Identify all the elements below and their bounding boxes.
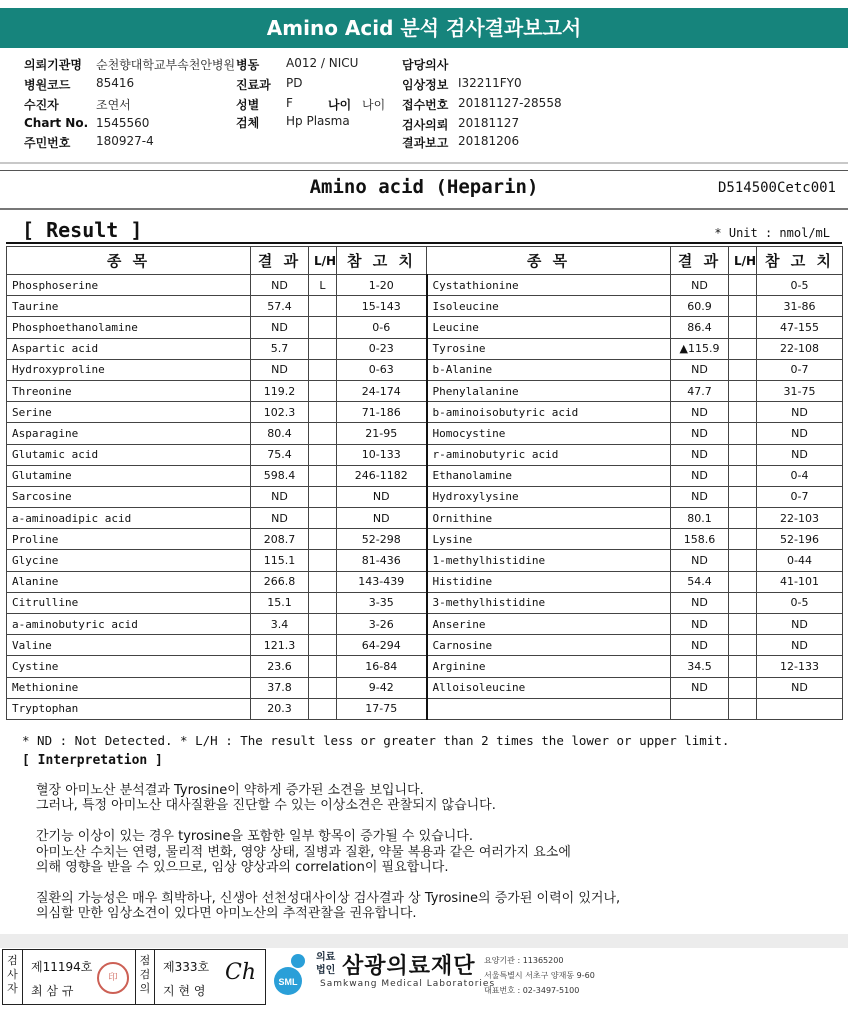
table-row	[7, 465, 843, 486]
cell-lh	[309, 359, 337, 380]
cell-result: 5.7	[251, 338, 309, 359]
col-item: 종 목	[7, 247, 251, 275]
cell-lh	[309, 423, 337, 444]
cell-name: b-Alanine	[427, 359, 671, 380]
checker-license: 제333호	[163, 960, 210, 974]
cell-result: ND	[671, 275, 729, 296]
result-table	[6, 246, 843, 720]
signature-mark: Ch	[225, 960, 257, 985]
cell-name: Phosphoserine	[7, 275, 251, 296]
cell-ref: 17-75	[337, 698, 427, 719]
lab-address	[484, 953, 595, 998]
interp-line: 혈장 아미노산 분석결과 Tyrosine이 약하게 증가된 소견을 보입니다.	[36, 783, 424, 798]
report-header-title: Amino Acid 분석 검사결과보고서	[266, 16, 582, 40]
cell-name: Valine	[7, 635, 251, 656]
cell-result	[671, 698, 729, 719]
cell-lh	[309, 635, 337, 656]
cell-name: r-aminobutyric acid	[427, 444, 671, 465]
cell-ref: ND	[337, 486, 427, 507]
cell-lh: L	[309, 275, 337, 296]
test-title: Amino acid (Heparin)	[309, 176, 539, 198]
col-lh: L/H	[729, 247, 757, 275]
cell-result: 15.1	[251, 592, 309, 613]
cell-ref: 3-35	[337, 592, 427, 613]
table-row	[7, 317, 843, 338]
seal-stamp: 印	[97, 962, 129, 994]
cell-lh	[309, 614, 337, 635]
cell-lh	[309, 508, 337, 529]
cell-result: ND	[671, 465, 729, 486]
rrn-label: 주민번호	[24, 136, 71, 150]
cell-lh	[729, 698, 757, 719]
cell-lh	[729, 465, 757, 486]
dept-label: 진료과	[236, 78, 271, 92]
cell-result: 23.6	[251, 656, 309, 677]
col-ref: 참 고 치	[337, 247, 427, 275]
cell-result: 115.1	[251, 550, 309, 571]
table-row	[7, 423, 843, 444]
lab-kind: 의료법인	[316, 952, 336, 976]
hospital-code-value: 85416	[96, 76, 135, 90]
cell-result: 80.4	[251, 423, 309, 444]
age-label: 나이	[328, 98, 352, 112]
checker-label: 점검의	[135, 950, 155, 1004]
cell-lh	[309, 402, 337, 423]
cell-ref: ND	[757, 614, 843, 635]
cell-lh	[309, 592, 337, 613]
cell-lh	[729, 529, 757, 550]
tester-license: 제11194호	[31, 960, 93, 974]
cell-name: Alanine	[7, 571, 251, 592]
cell-name: Hydroxyproline	[7, 359, 251, 380]
cell-name: a-aminoadipic acid	[7, 508, 251, 529]
test-code: D514500Cetc001	[717, 180, 836, 196]
cell-result: 158.6	[671, 529, 729, 550]
cell-ref: 9-42	[337, 677, 427, 698]
cell-ref: 16-84	[337, 656, 427, 677]
table-row	[7, 656, 843, 677]
col-result: 결 과	[671, 247, 729, 275]
dept-value: PD	[286, 76, 303, 90]
clinical-value: I32211FY0	[458, 76, 522, 90]
table-row	[7, 592, 843, 613]
cell-name: Taurine	[7, 296, 251, 317]
cell-ref: 0-6	[337, 317, 427, 338]
table-header-row	[7, 247, 843, 275]
cell-ref: 0-23	[337, 338, 427, 359]
cell-ref: 1-20	[337, 275, 427, 296]
cell-result: ND	[251, 359, 309, 380]
cell-result: 57.4	[251, 296, 309, 317]
cell-lh	[729, 550, 757, 571]
cell-result: 119.2	[251, 380, 309, 401]
cell-ref: 52-196	[757, 529, 843, 550]
cell-ref: ND	[757, 423, 843, 444]
cell-result: ND	[671, 486, 729, 507]
cell-name: Aspartic acid	[7, 338, 251, 359]
lab-name: 삼광의료재단	[342, 954, 476, 979]
cell-result: 80.1	[671, 508, 729, 529]
cell-lh	[729, 359, 757, 380]
col-ref: 참 고 치	[757, 247, 843, 275]
cell-name: Citrulline	[7, 592, 251, 613]
cell-lh	[729, 677, 757, 698]
request-label: 검사의뢰	[402, 118, 449, 132]
cell-ref: 81-436	[337, 550, 427, 571]
cell-result: 3.4	[251, 614, 309, 635]
interp-line: 그러나, 특정 아미노산 대사질환을 진단할 수 있는 이상소견은 관찰되지 않습니다.	[36, 798, 496, 813]
interp-line: 의해 영향을 받을 수 있으므로, 임상 양상과의 correlation이 필요합니다.	[36, 860, 449, 875]
cell-ref: 31-75	[757, 380, 843, 401]
cell-ref: 64-294	[337, 635, 427, 656]
cell-ref: ND	[757, 677, 843, 698]
report-title-bar	[0, 8, 848, 48]
cell-ref: 12-133	[757, 656, 843, 677]
cell-lh	[729, 486, 757, 507]
receipt-label: 접수번호	[402, 98, 449, 112]
cell-name: Threonine	[7, 380, 251, 401]
cell-lh	[729, 296, 757, 317]
lab-phone: 대표번호 : 02-3497-5100	[484, 986, 580, 995]
cell-result: ND	[671, 635, 729, 656]
ward-value: A012 / NICU	[286, 56, 359, 70]
table-row	[7, 275, 843, 296]
tester-label: 검사자	[3, 950, 23, 1004]
cell-result: 75.4	[251, 444, 309, 465]
cell-name	[427, 698, 671, 719]
sml-logo-icon	[272, 953, 312, 997]
unit-note: * Unit : nmol/mL	[714, 226, 830, 240]
cell-ref: 24-174	[337, 380, 427, 401]
cell-name: Methionine	[7, 677, 251, 698]
cell-result: 598.4	[251, 465, 309, 486]
cell-lh	[729, 571, 757, 592]
sex-label: 성별	[236, 98, 260, 112]
table-row	[7, 571, 843, 592]
cell-lh	[309, 656, 337, 677]
cell-ref: 0-5	[757, 275, 843, 296]
cell-ref: 0-44	[757, 550, 843, 571]
cell-lh	[309, 571, 337, 592]
request-value: 20181127	[458, 116, 520, 130]
cell-name: Histidine	[427, 571, 671, 592]
chart-label: Chart No.	[24, 116, 89, 130]
cell-name: 1-methylhistidine	[427, 550, 671, 571]
patient-name: 조연서	[96, 98, 131, 112]
cell-result: 86.4	[671, 317, 729, 338]
cell-lh	[729, 614, 757, 635]
cell-result: ND	[671, 359, 729, 380]
cell-result: 54.4	[671, 571, 729, 592]
cell-name: b-aminoisobutyric acid	[427, 402, 671, 423]
cell-result: ND	[671, 444, 729, 465]
cell-name: Sarcosine	[7, 486, 251, 507]
cell-ref: ND	[757, 402, 843, 423]
table-row	[7, 380, 843, 401]
cell-result: ND	[251, 508, 309, 529]
tester-name: 최 삼 규	[31, 984, 74, 998]
table-row	[7, 486, 843, 507]
cell-lh	[309, 465, 337, 486]
cell-name: Leucine	[427, 317, 671, 338]
cell-lh	[309, 550, 337, 571]
cell-lh	[729, 444, 757, 465]
cell-lh	[729, 423, 757, 444]
cell-lh	[309, 317, 337, 338]
cell-ref: ND	[757, 635, 843, 656]
cell-name: Tyrosine	[427, 338, 671, 359]
cell-name: Hydroxylysine	[427, 486, 671, 507]
table-row	[7, 635, 843, 656]
cell-ref: ND	[757, 444, 843, 465]
cell-ref: 22-108	[757, 338, 843, 359]
cell-result: 121.3	[251, 635, 309, 656]
cell-lh	[729, 635, 757, 656]
footer-band	[0, 934, 848, 948]
table-row	[7, 614, 843, 635]
cell-result: 34.5	[671, 656, 729, 677]
cell-name: Carnosine	[427, 635, 671, 656]
cell-result: ▲115.9	[671, 338, 729, 359]
cell-lh	[309, 486, 337, 507]
table-row	[7, 444, 843, 465]
cell-lh	[729, 338, 757, 359]
cell-lh	[729, 402, 757, 423]
cell-ref	[757, 698, 843, 719]
cell-name: a-aminobutyric acid	[7, 614, 251, 635]
specimen-value: Hp Plasma	[286, 114, 350, 128]
interp-line: 아미노산 수치는 연령, 물리적 변화, 영양 상태, 질병과 질환, 약물 복용과 같은 여러가지 요소에	[36, 845, 571, 860]
institution-label: 의뢰기관명	[24, 58, 82, 72]
lab-logo	[270, 949, 846, 1005]
cell-ref: 31-86	[757, 296, 843, 317]
cell-lh	[309, 444, 337, 465]
cell-result: 266.8	[251, 571, 309, 592]
hospital-code-label: 병원코드	[24, 78, 71, 92]
table-row	[7, 296, 843, 317]
cell-name: Glutamine	[7, 465, 251, 486]
cell-ref: 71-186	[337, 402, 427, 423]
cell-ref: 10-133	[337, 444, 427, 465]
table-row	[7, 359, 843, 380]
cell-ref: 246-1182	[337, 465, 427, 486]
interp-line: 질환의 가능성은 매우 희박하나, 신생아 선천성대사이상 검사결과 상 Tyrosine의 증가된 이력이 있거나,	[36, 891, 621, 906]
col-result: 결 과	[251, 247, 309, 275]
cell-name: Cystathionine	[427, 275, 671, 296]
cell-ref: 0-7	[757, 359, 843, 380]
cell-result: ND	[671, 550, 729, 571]
cell-ref: 52-298	[337, 529, 427, 550]
cell-name: Asparagine	[7, 423, 251, 444]
cell-name: Tryptophan	[7, 698, 251, 719]
cell-lh	[729, 380, 757, 401]
cell-name: Ethanolamine	[427, 465, 671, 486]
cell-ref: 15-143	[337, 296, 427, 317]
col-lh: L/H	[309, 247, 337, 275]
cell-ref: 22-103	[757, 508, 843, 529]
patient-label: 수진자	[24, 98, 59, 112]
cell-lh	[729, 275, 757, 296]
report-label: 결과보고	[402, 136, 449, 150]
interpretation-heading: [ Interpretation ]	[22, 753, 163, 768]
cell-lh	[729, 317, 757, 338]
table-row	[7, 338, 843, 359]
cell-ref: 41-101	[757, 571, 843, 592]
institution-value: 순천향대학교부속천안병원	[96, 58, 236, 72]
signature-box	[2, 949, 266, 1005]
cell-result: 102.3	[251, 402, 309, 423]
cell-name: Lysine	[427, 529, 671, 550]
divider	[0, 162, 848, 164]
cell-name: Anserine	[427, 614, 671, 635]
cell-ref: 0-63	[337, 359, 427, 380]
cell-result: 208.7	[251, 529, 309, 550]
cell-name: Phenylalanine	[427, 380, 671, 401]
lab-reg: 요양기관 : 11365200	[484, 956, 564, 965]
cell-lh	[729, 508, 757, 529]
cell-result: 37.8	[251, 677, 309, 698]
cell-name: Ornithine	[427, 508, 671, 529]
cell-name: Cystine	[7, 656, 251, 677]
cell-lh	[309, 338, 337, 359]
specimen-label: 검체	[236, 116, 260, 130]
cell-result: ND	[671, 592, 729, 613]
table-row	[7, 677, 843, 698]
table-row	[7, 529, 843, 550]
cell-ref: 0-4	[757, 465, 843, 486]
cell-lh	[309, 296, 337, 317]
sml-logo-text: SML	[278, 977, 298, 987]
cell-result: ND	[251, 317, 309, 338]
cell-result: ND	[671, 423, 729, 444]
table-row	[7, 698, 843, 719]
doctor-label: 담당의사	[402, 58, 449, 72]
receipt-value: 20181127-28558	[458, 96, 562, 110]
cell-name: Isoleucine	[427, 296, 671, 317]
result-heading: [ Result ]	[22, 218, 143, 242]
result-underline	[6, 242, 842, 244]
divider	[0, 208, 848, 210]
cell-result: ND	[671, 614, 729, 635]
cell-name: Alloisoleucine	[427, 677, 671, 698]
ward-label: 병동	[236, 58, 260, 72]
interp-line: 의심할 만한 임상소견이 있다면 아미노산의 추적관찰을 권유합니다.	[36, 906, 417, 921]
clinical-label: 임상정보	[402, 78, 449, 92]
cell-ref: 47-155	[757, 317, 843, 338]
col-item: 종 목	[427, 247, 671, 275]
cell-ref: 0-5	[757, 592, 843, 613]
cell-result: ND	[251, 486, 309, 507]
divider	[0, 170, 848, 171]
table-row	[7, 508, 843, 529]
cell-ref: 21-95	[337, 423, 427, 444]
cell-ref: 3-26	[337, 614, 427, 635]
cell-ref: 0-7	[757, 486, 843, 507]
table-row	[7, 402, 843, 423]
cell-result: 47.7	[671, 380, 729, 401]
cell-result: 60.9	[671, 296, 729, 317]
cell-result: ND	[671, 677, 729, 698]
cell-lh	[309, 529, 337, 550]
sex-value: F	[286, 96, 293, 110]
lab-english-name: Samkwang Medical Laboratories	[320, 979, 496, 989]
table-row	[7, 550, 843, 571]
cell-lh	[729, 656, 757, 677]
cell-name: 3-methylhistidine	[427, 592, 671, 613]
cell-result: ND	[671, 402, 729, 423]
cell-result: 20.3	[251, 698, 309, 719]
footnote: * ND : Not Detected. * L/H : The result less or greater than 2 times the lower or upper limit.	[22, 733, 730, 748]
checker-name: 지 현 영	[163, 984, 206, 998]
cell-lh	[309, 698, 337, 719]
cell-lh	[729, 592, 757, 613]
lab-street: 서울특별시 서초구 양재동 9-60	[484, 971, 595, 980]
cell-name: Glutamic acid	[7, 444, 251, 465]
chart-value: 1545560	[96, 116, 150, 130]
cell-ref: 143-439	[337, 571, 427, 592]
rrn-value: 180927-4	[96, 134, 154, 148]
cell-ref: ND	[337, 508, 427, 529]
cell-name: Proline	[7, 529, 251, 550]
cell-name: Glycine	[7, 550, 251, 571]
cell-lh	[309, 380, 337, 401]
cell-name: Serine	[7, 402, 251, 423]
cell-name: Homocystine	[427, 423, 671, 444]
cell-lh	[309, 677, 337, 698]
interp-line: 간기능 이상이 있는 경우 tyrosine을 포함한 일부 항목이 증가될 수 있습니다.	[36, 829, 473, 844]
cell-name: Phosphoethanolamine	[7, 317, 251, 338]
cell-result: ND	[251, 275, 309, 296]
age-value: 나이	[362, 98, 386, 112]
report-value: 20181206	[458, 134, 520, 148]
cell-name: Arginine	[427, 656, 671, 677]
